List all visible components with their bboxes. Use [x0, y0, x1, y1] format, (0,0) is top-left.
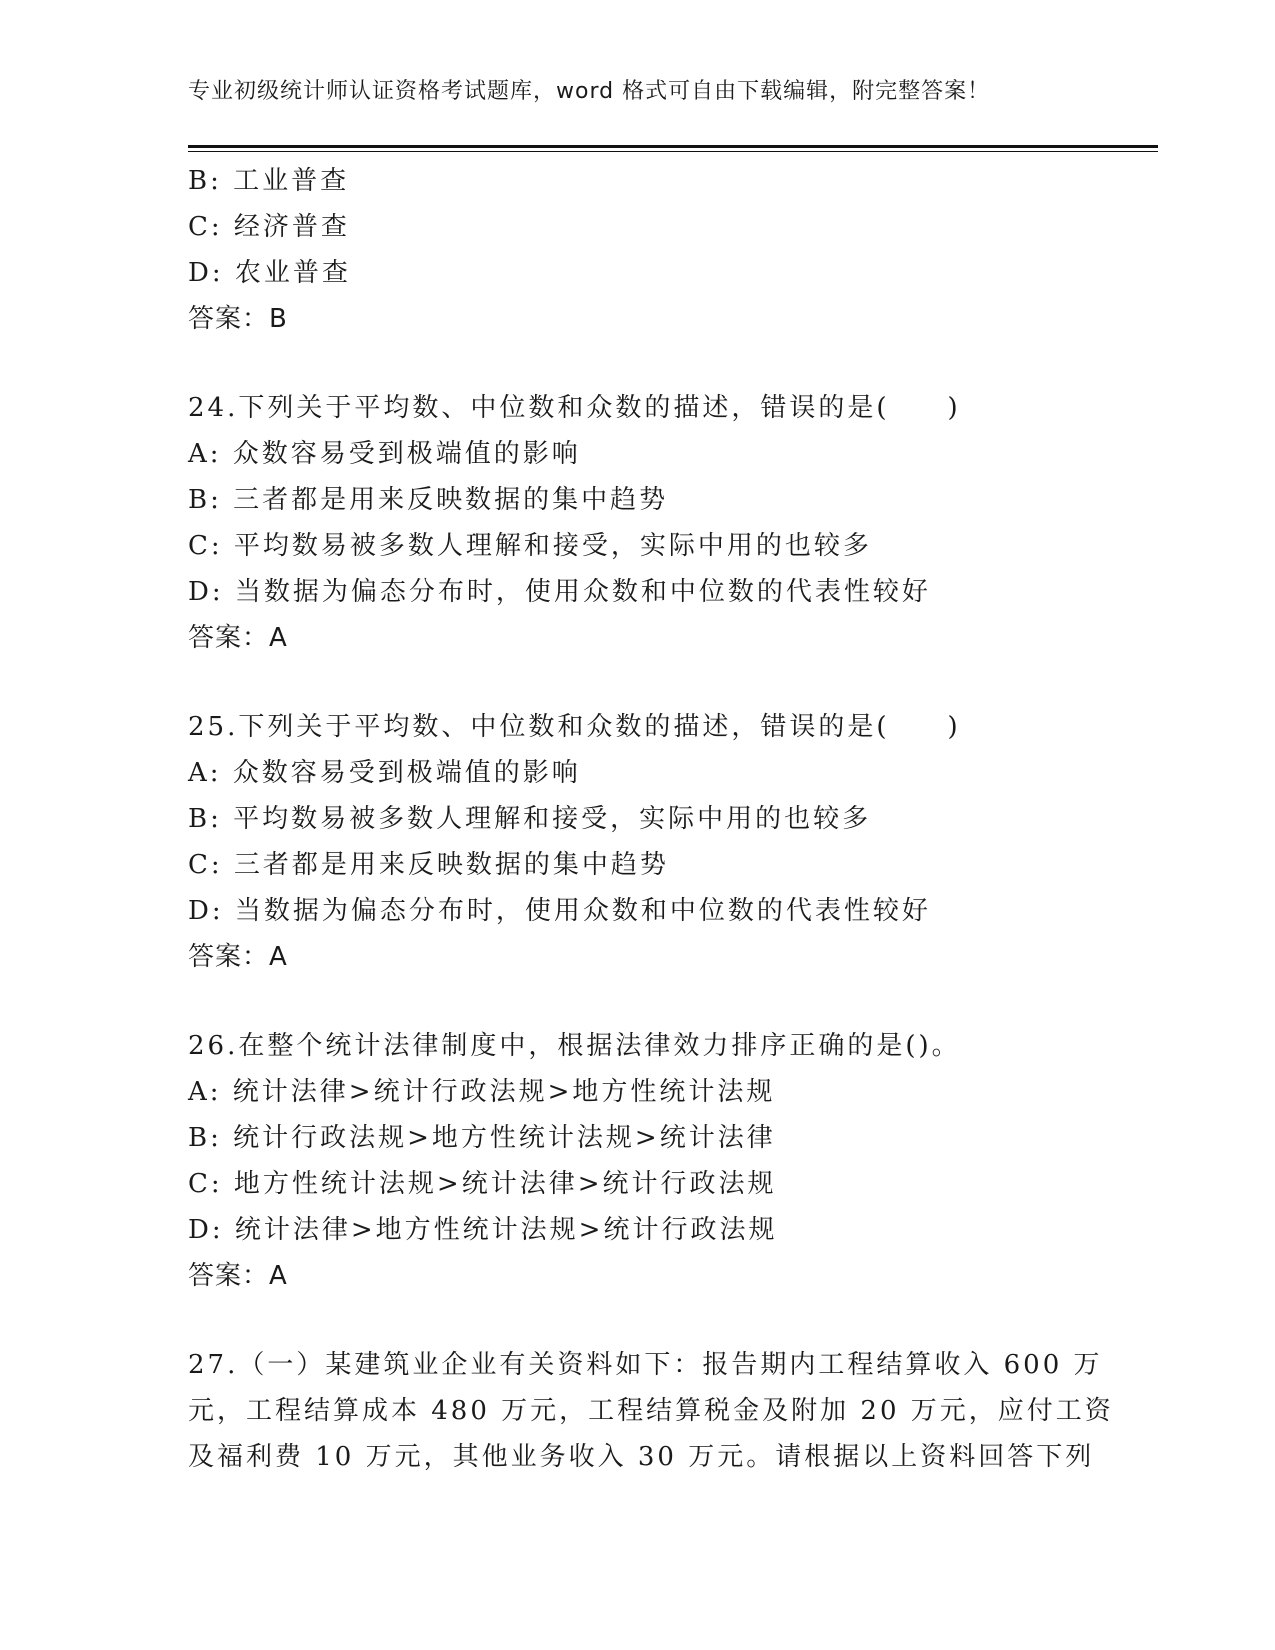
question-24: [188, 385, 1088, 661]
question-27-line-2: 元，工程结算成本 480 万元，工程结算税金及附加 20 万元，应付工资: [188, 1396, 1114, 1426]
option-a: A: 统计法律>统计行政法规>地方性统计法规: [188, 1077, 776, 1107]
option-d: D: 当数据为偏态分布时，使用众数和中位数的代表性较好: [188, 896, 931, 926]
question-stem: 24.下列关于平均数、中位数和众数的描述，错误的是( ): [188, 393, 961, 423]
header-rule-thin: [188, 151, 1158, 152]
option-b: B: 三者都是用来反映数据的集中趋势: [188, 485, 669, 515]
header-rule-thick: [188, 145, 1158, 148]
answer-line: 答案：A: [188, 623, 288, 653]
question-25: [188, 704, 1088, 980]
option-a: A: 众数容易受到极端值的影响: [188, 758, 581, 788]
question-26: [188, 1023, 1088, 1299]
question-stem: 25.下列关于平均数、中位数和众数的描述，错误的是( ): [188, 712, 961, 742]
answer-line: 答案：A: [188, 1261, 288, 1291]
question-27: [188, 1342, 1114, 1480]
question-27-line-3: 及福利费 10 万元，其他业务收入 30 万元。请根据以上资料回答下列: [188, 1442, 1095, 1472]
option-c: C: 平均数易被多数人理解和接受，实际中用的也较多: [188, 531, 872, 561]
option-b: B: 统计行政法规>地方性统计法规>统计法律: [188, 1123, 776, 1153]
option-b: B: 平均数易被多数人理解和接受，实际中用的也较多: [188, 804, 872, 834]
answer-line: 答案：B: [188, 304, 288, 334]
option-c: C: 经济普查: [188, 212, 350, 242]
option-c: C: 地方性统计法规>统计法律>统计行政法规: [188, 1169, 777, 1199]
page-content: [188, 158, 1114, 1480]
page-header-title: 专业初级统计师认证资格考试题库，word 格式可自由下载编辑，附完整答案！: [188, 79, 991, 104]
option-b: B: 工业普查: [188, 166, 350, 196]
question-27-line-1: 27.（一）某建筑业企业有关资料如下：报告期内工程结算收入 600 万: [188, 1350, 1103, 1380]
question-stem: 26.在整个统计法律制度中，根据法律效力排序正确的是()。: [188, 1031, 961, 1061]
answer-line: 答案：A: [188, 942, 288, 972]
question-23-continuation: [188, 158, 1088, 342]
option-d: D: 农业普查: [188, 258, 351, 288]
option-d: D: 当数据为偏态分布时，使用众数和中位数的代表性较好: [188, 577, 931, 607]
option-d: D: 统计法律>地方性统计法规>统计行政法规: [188, 1215, 778, 1245]
option-c: C: 三者都是用来反映数据的集中趋势: [188, 850, 669, 880]
option-a: A: 众数容易受到极端值的影响: [188, 439, 581, 469]
